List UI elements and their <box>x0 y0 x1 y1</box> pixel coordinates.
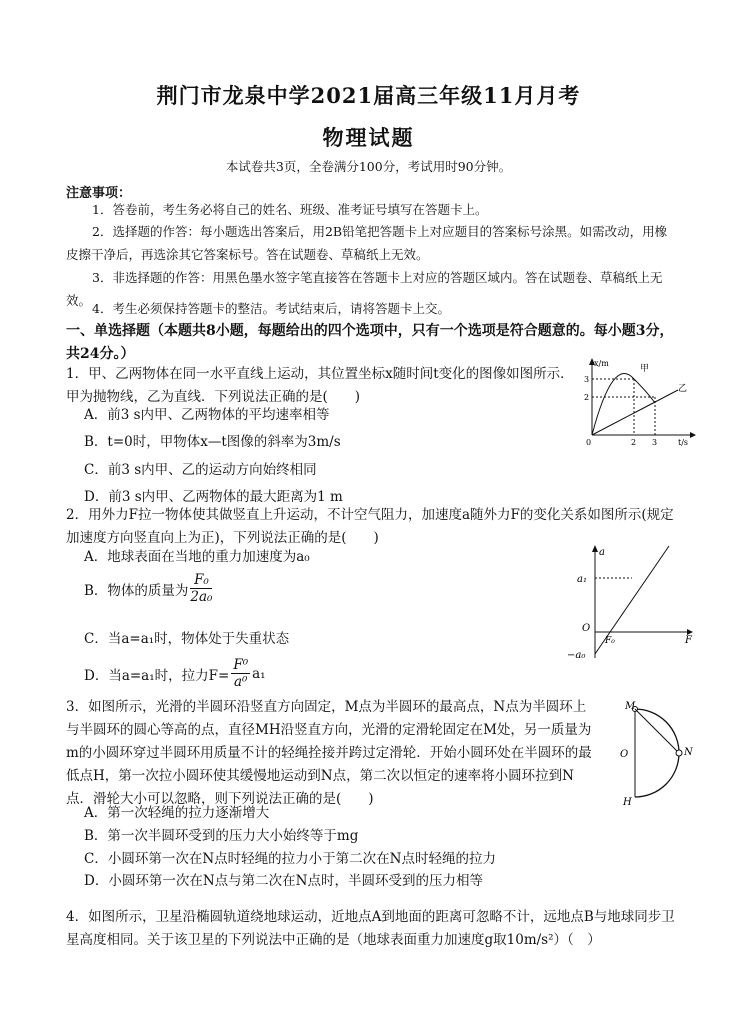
note-1: 1．答卷前，考生务必将自己的姓名、班级、准考证号填写在答题卡上。 <box>92 202 488 217</box>
q3-label-m: M <box>625 701 636 712</box>
q2-origin: O <box>582 623 591 634</box>
section-heading: 一、单选择题（本题共8小题，每题给出的四个选项中，只有一个选项是符合题意的。每小题3分，共24分。） <box>66 323 674 362</box>
q2-stem: 2．用外力F拉一物体使其做竖直上升运动，不计空气阻力，加速度a随外力F的变化关系如图所示(规定加速度方向竖直向上为正)，下列说法正确的是( ) <box>66 507 674 546</box>
q2-axis-a: a <box>599 547 605 558</box>
q2-option-b-den: 2a₀ <box>190 589 213 605</box>
q2-option-d <box>84 657 266 690</box>
q2-aF-graph <box>565 540 695 665</box>
q2-option-b <box>84 572 214 605</box>
q2-axis-f: F <box>685 635 692 646</box>
q2-option-d-post: a₁ <box>252 665 266 682</box>
q2-option-d-den: a⁰ <box>233 674 248 690</box>
q4-stem: 4．如图所示，卫星沿椭圆轨道绕地球运动，近地点A到地面的距离可忽略不计，远地点B与地球同步卫星高度相同。关于该卫星的下列说法中正确的是（地球表面重力加速度g取10m/s²）（ ） <box>66 909 675 948</box>
note-4: 4．考生必须保持答题卡的整洁。考试结束后，请将答题卡上交。 <box>92 301 450 316</box>
exam-meta: 本试卷共3页，全卷满分100分，考试用时90分钟。 <box>225 159 512 174</box>
exam-subtitle: 物理试题 <box>322 125 415 150</box>
q2-tick-f0: F₀ <box>605 636 615 646</box>
q3-option-a: A．第一次轻绳的拉力逐渐增大 <box>84 805 270 821</box>
q1-option-c: C．前3 s内甲、乙的运动方向始终相同 <box>84 462 317 478</box>
q3-option-c: C．小圆环第一次在N点时轻绳的拉力小于第二次在N点时轻绳的拉力 <box>84 851 496 867</box>
q1-tick-y3: 3 <box>584 375 590 384</box>
q2-tick-na0: −a₀ <box>567 650 586 661</box>
q2-option-b-text: B．物体的质量为 <box>84 582 189 599</box>
q2-option-d-text: D．当a=a₁时，拉力F= <box>84 667 230 684</box>
q1-xt-graph <box>582 355 698 447</box>
q2-option-d-num: F⁰ <box>233 657 249 673</box>
q2-option-a: A．地球表面在当地的重力加速度为a₀ <box>84 549 310 565</box>
q3-option-d: D．小圆环第一次在N点与第二次在N点时，半圆环受到的压力相等 <box>84 873 483 889</box>
q1-stem: 1．甲、乙两物体在同一水平直线上运动，其位置坐标x随时间t变化的图像如图所示．甲为抛物线，乙为直线．下列说法正确的是( ) <box>66 366 574 405</box>
q1-tick-x3: 3 <box>652 438 658 447</box>
q1-option-b: B．t=0时，甲物体x—t图像的斜率为3m/s <box>84 434 341 450</box>
q2-tick-a1: a₁ <box>577 574 587 585</box>
q2-option-b-fraction <box>190 572 212 605</box>
q1-ylabel: x/m <box>594 359 609 368</box>
q1-label-yi: 乙 <box>678 384 688 394</box>
q1-tick-x2: 2 <box>631 438 637 447</box>
q3-option-b: B．第一次半圆环受到的压力大小始终等于mg <box>84 828 359 844</box>
q3-label-h: H <box>623 797 632 808</box>
note-3: 3．非选择题的作答：用黑色墨水签字笔直接答在答题卡上对应的答题区域内。答在试题卷、草稿纸上无效。 <box>66 270 663 308</box>
q3-label-o: O <box>620 749 629 760</box>
q2-option-b-num: F₀ <box>190 572 212 589</box>
q2-option-c: C．当a=a₁时，物体处于失重状态 <box>84 631 290 647</box>
note-2: 2．选择题的作答：每小题选出答案后，用2B铅笔把答题卡上对应题目的答案标号涂黑。如需改动，用橡皮擦干净后，再选涂其它答案标号。答在试题卷、草稿纸上无效。 <box>66 224 668 262</box>
exam-title: 荆门市龙泉中学2021届高三年级11月月考 <box>156 83 581 108</box>
q3-semicircle-diagram <box>605 697 700 809</box>
q1-option-a: A．前3 s内甲、乙两物体的平均速率相等 <box>84 407 330 423</box>
q1-label-jia: 甲 <box>640 364 650 374</box>
notes-heading: 注意事项： <box>66 186 132 201</box>
q1-tick-y2: 2 <box>584 393 590 402</box>
q2-option-d-fraction <box>231 657 250 690</box>
q3-label-n: N <box>684 747 693 758</box>
q3-stem: 3．如图所示，光滑的半圆环沿竖直方向固定，M点为半圆环的最高点，N点为半圆环上与半圆环的圆心等高的点，直径MH沿竖直方向，光滑的定滑轮固定在M处，另一质量为m的小圆环穿过半圆环用质量不计的轻绳拴接并跨过定滑轮．开始小圆环处在半圆环的最低点H，第一次拉小圆环使其缓慢地运动到N点，第二次以恒定的速率将小圆环拉到N点．滑轮大小可以忽略，则下列说法正确的是( ) <box>66 699 592 807</box>
q1-xlabel: t/s <box>678 438 689 447</box>
q1-origin: 0 <box>586 438 592 447</box>
q1-option-d: D．前3 s内甲、乙两物体的最大距离为1 m <box>84 489 343 505</box>
